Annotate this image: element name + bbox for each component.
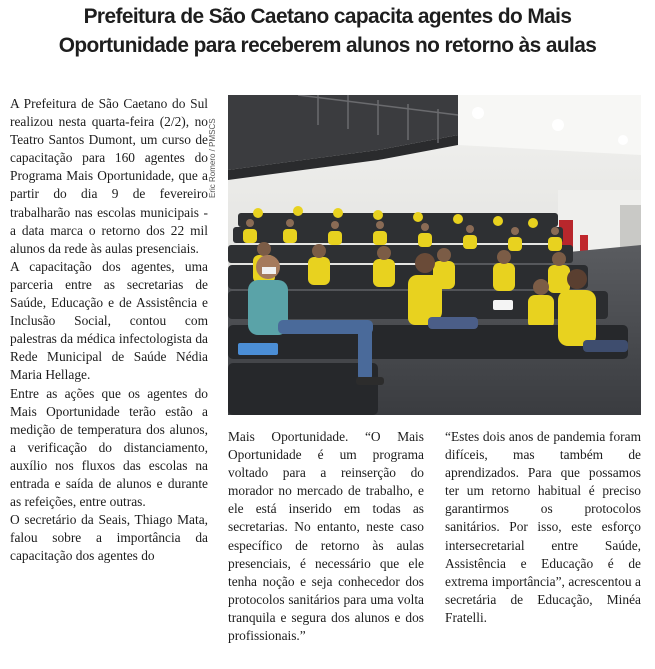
headline-line-2: Oportunidade para receberem alunos no retorno às aulas bbox=[58, 33, 597, 57]
headline-line-1: Prefeitura de São Caetano capacita agentes do Mais bbox=[83, 4, 572, 28]
article-column-1 bbox=[10, 95, 208, 565]
article-paragraph: Entre as ações que os agentes do Mais Oportunidade terão estão a medição de temperatura dos alunos, a verificação do distanciamento, auxílio nos fluxos das escolas na entrada e saída de alunos e durante as refeições, entre outras. bbox=[10, 385, 208, 510]
article-paragraph: A capacitação dos agentes, uma parceria entre as secretarias de Saúde, Educação e de Assistência e Inclusão Social, contou com palestras da médica infectologista da Rede Municipal de Saúde Nédia Maria Hellage. bbox=[10, 258, 208, 383]
headline bbox=[10, 2, 645, 60]
article-paragraph: Mais Oportunidade. “O Mais Oportunidade é um programa voltado para a reinserção do morador no mercado de trabalho, e ele está inserido em todas as secretarias. No entanto, neste caso específico de retorno às aulas presenciais, é necessário que ele tenha noção e seja conhecedor dos protocolos sanitários para uma volta tranquila e segura dos alunos e dos profissionais.” bbox=[228, 429, 424, 644]
article-paragraph: A Prefeitura de São Caetano do Sul realizou nesta quarta-feira (2/2), no Teatro Santos Dumont, um curso de capacitação para 160 agentes do Programa Mais Oportunidade, que a partir do dia 9 de fevereiro trabalharão nas escolas municipais - a data marca o retorno dos 22 mil alunos da rede às aulas presenciais. bbox=[10, 96, 208, 256]
article-column-2 bbox=[228, 428, 424, 645]
article-paragraph: “Estes dois anos de pandemia foram difíceis, mas também de aprendizados. Para que possamos ter um retorno habitual é preciso garantirmos os protocolos sanitários. Por isso, este esforço intersecretarial entre Saúde, Assistência e Educação é de extrema importância”, acrescentou a secretária de Educação, Minéa Fratelli. bbox=[445, 429, 641, 625]
photo-credit: Eric Romero / PMSCS bbox=[208, 118, 217, 198]
article-column-3 bbox=[445, 428, 641, 627]
auditorium-illustration bbox=[228, 95, 641, 415]
article-photo bbox=[228, 95, 641, 415]
article-paragraph: O secretário da Seais, Thiago Mata, falou sobre a importância da capacitação dos agentes do bbox=[10, 512, 208, 564]
